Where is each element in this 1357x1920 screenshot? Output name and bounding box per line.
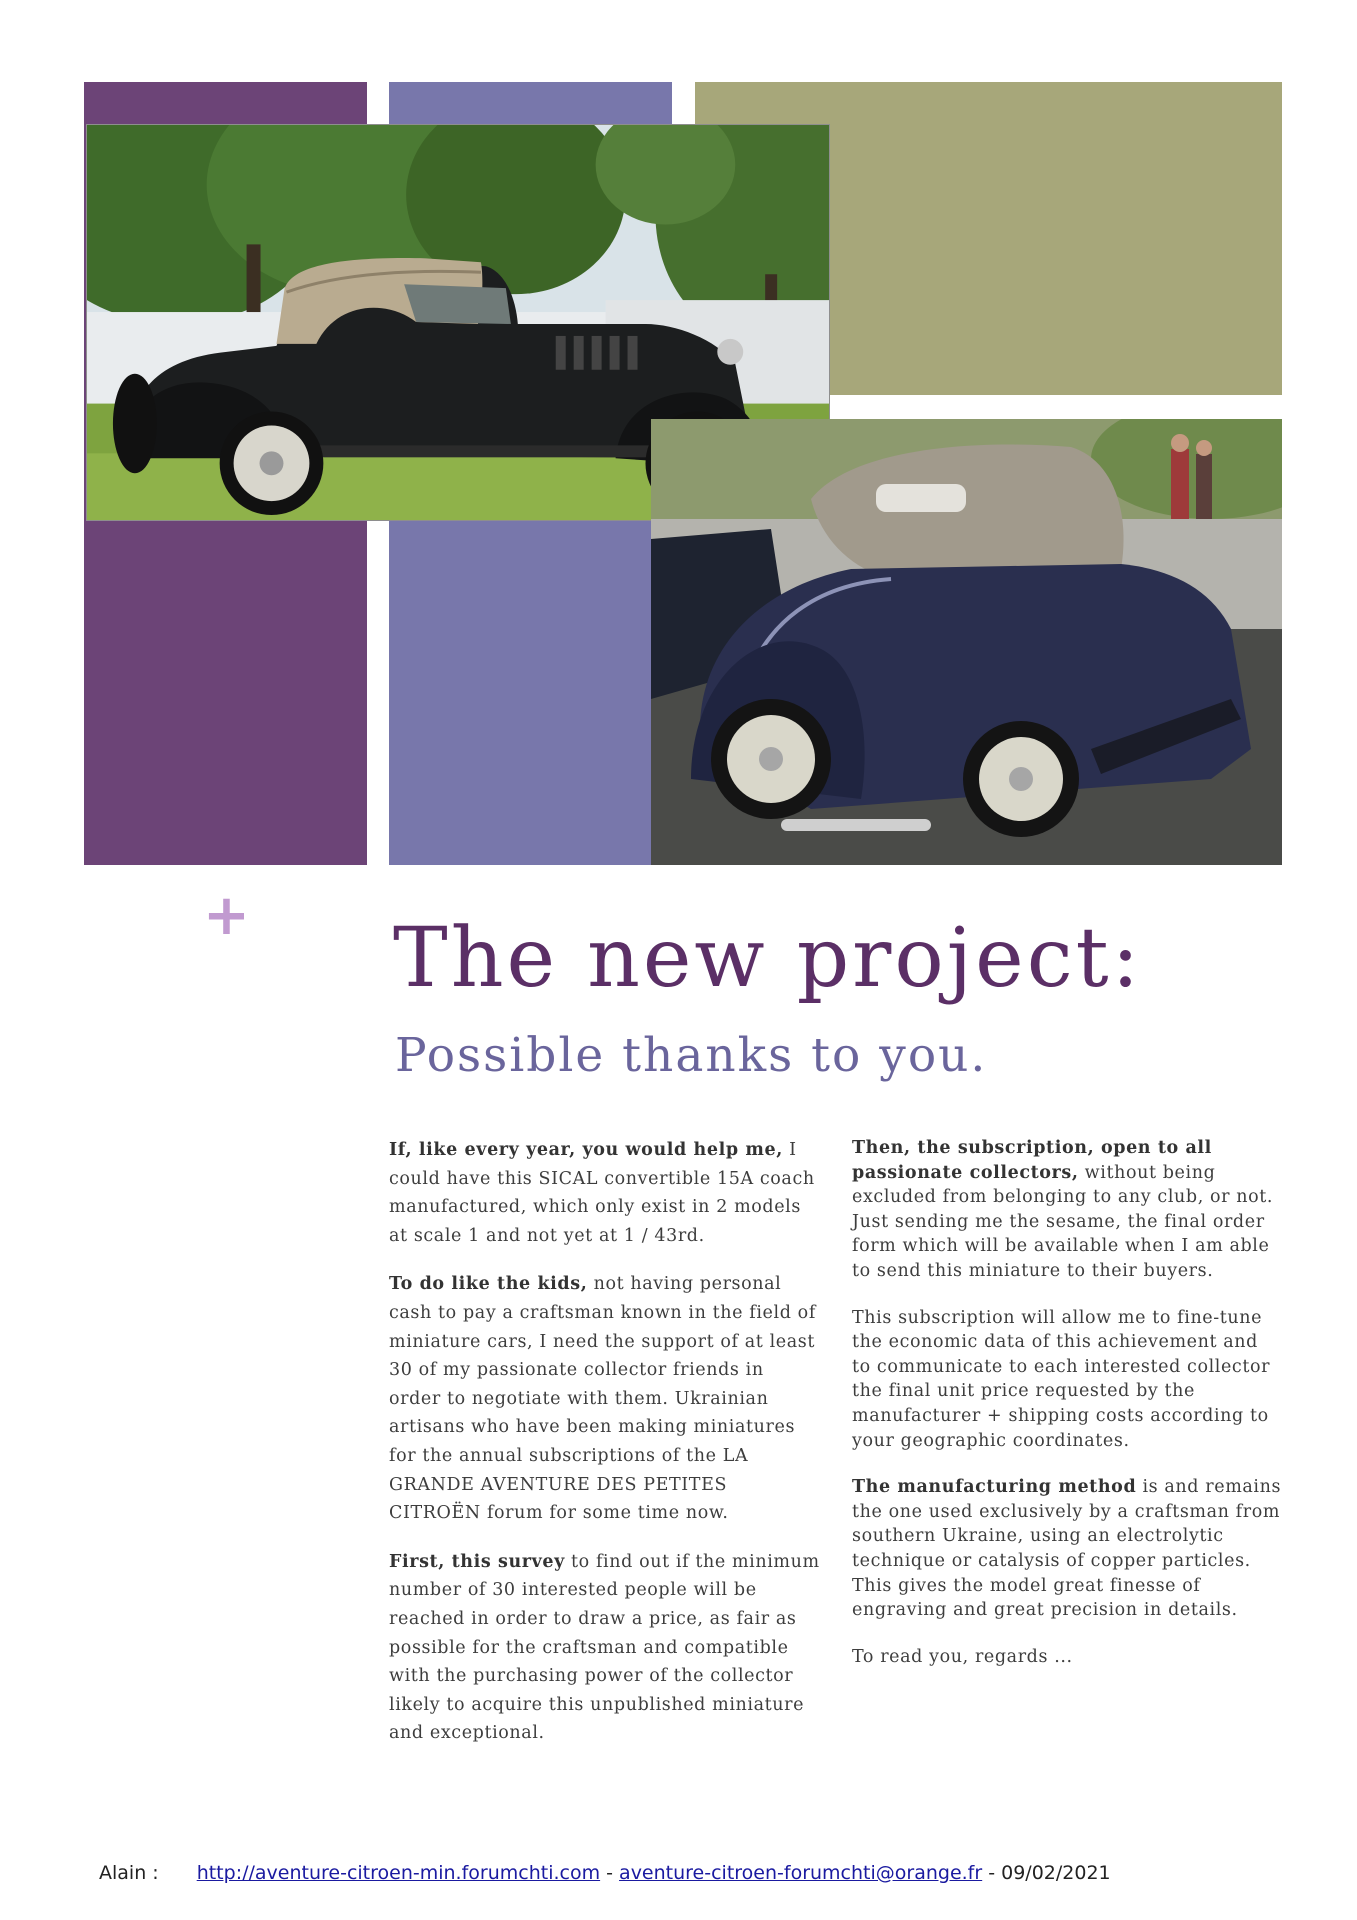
paragraph-body: is and remains the one used exclusively by a craftsman from southern Ukraine, using an electrolytic technique or catalysis of copper particles. This gives the model great finesse of engraving and great precision in details. xyxy=(852,1477,1282,1621)
left-text-column xyxy=(389,1136,821,1768)
paragraph-help xyxy=(389,1136,821,1250)
paragraph-lead: If, like every year, you would help me, xyxy=(389,1140,783,1160)
paragraph-survey xyxy=(389,1548,821,1748)
right-text-column xyxy=(852,1136,1282,1691)
page-footer xyxy=(99,1862,1279,1884)
footer-separator: - xyxy=(600,1862,620,1884)
paragraph-closing: To read you, regards ... xyxy=(852,1646,1073,1667)
plus-decoration: + xyxy=(203,883,250,948)
paragraph-body: I could have this SICAL convertible 15A coach manufactured, which only exist in 2 models at scale 1 and not yet at 1 / 43rd. xyxy=(389,1140,815,1246)
footer-date: 09/02/2021 xyxy=(1001,1862,1111,1884)
paragraph-lead: First, this survey xyxy=(389,1551,565,1572)
footer-website-link[interactable]: http://aventure-citroen-min.forumchti.com xyxy=(196,1862,601,1884)
paragraph-lead: Then, the subscription, open to all passionate collectors, xyxy=(852,1138,1212,1183)
page-title: The new project: xyxy=(393,911,1143,1006)
footer-separator: - xyxy=(982,1862,1002,1884)
paragraph-subscription xyxy=(852,1136,1282,1284)
paragraph-kids xyxy=(389,1270,821,1527)
paragraph-lead: The manufacturing method xyxy=(852,1477,1137,1498)
footer-email-link[interactable]: aventure-citroen-forumchti@orange.fr xyxy=(619,1862,983,1884)
car-rear-illustration xyxy=(651,419,1282,865)
paragraph-body: to find out if the minimum number of 30 interested people will be reached in order to draw a price, as fair as possible for the craftsman and compatible with the purchasing power of the collector likely to acquire this unpublished miniature and exceptional. xyxy=(389,1551,820,1744)
paragraph-manufacturing xyxy=(852,1475,1282,1623)
paragraph-lead: To do like the kids, xyxy=(389,1274,588,1295)
paragraph-body: without being excluded from belonging to any club, or not. Just sending me the sesame, the final order form which will be available when I am able to send this miniature to their buyers. xyxy=(852,1162,1274,1281)
page-subtitle: Possible thanks to you. xyxy=(395,1028,988,1083)
car-rear-photo xyxy=(651,419,1282,865)
paragraph-economics: This subscription will allow me to fine-tune the economic data of this achievement and to communicate to each interested collector the final unit price requested by the manufacturer + shipping costs according to your geographic coordinates. xyxy=(852,1307,1271,1451)
paragraph-body: not having personal cash to pay a craftsman known in the field of miniature cars, I need the support of at least 30 of my passionate collector friends in order to negotiate with them. Ukrainian artisans who have been making miniatures for the annual subscriptions of the LA GRANDE AVENTURE DES PETITES CITROËN forum for some time now. xyxy=(389,1274,816,1524)
footer-author: Alain : xyxy=(99,1862,159,1884)
